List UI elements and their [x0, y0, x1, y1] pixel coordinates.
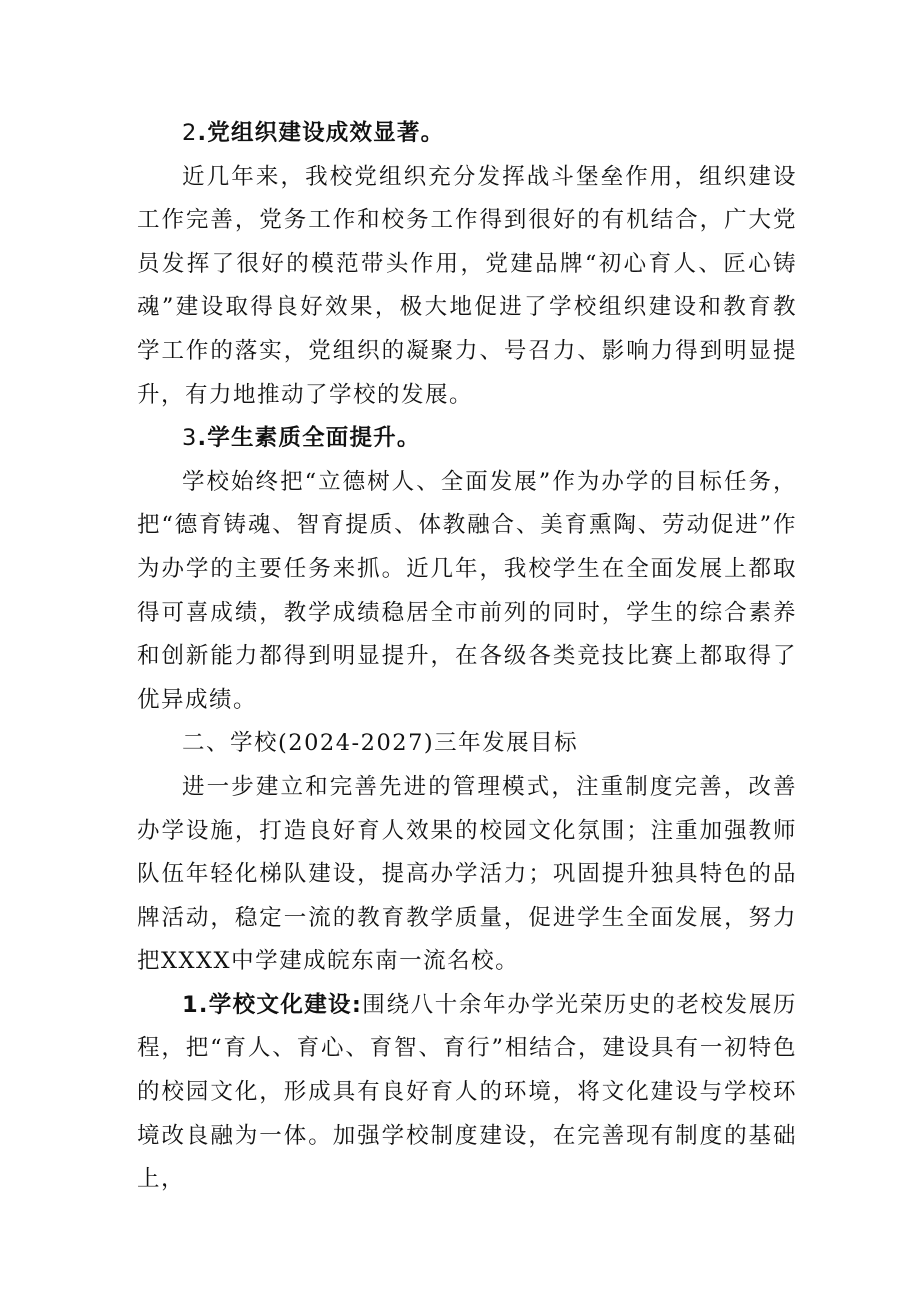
section-heading-party	[137, 112, 797, 156]
section-title: .学生素质全面提升。	[197, 425, 421, 452]
paragraph-student-quality: 学校始终把“立德树人、全面发展”作为办学的目标任务，把“德育铸魂、智育提质、体教融合、美育熏陶、劳动促进”作为办学的主要任务来抓。近几年，我校学生在全面发展上都取得可喜成绩，教学成绩稳居全市前列的同时，学生的综合素养和创新能力都得到明显提升，在各级各类竞技比赛上都取得了优异成绩。	[137, 468, 797, 713]
document-body	[137, 112, 797, 1202]
paragraph-development-goals: 进一步建立和完善先进的管理模式，注重制度完善，改善办学设施，打造良好育人效果的校园文化氛围；注重加强教师队伍年轻化梯队建设，提高办学活力；巩固提升独具特色的品牌活动，稳定一流的教育教学质量，促进学生全面发展，努力把XXXX中学建成皖东南一流名校。	[137, 773, 797, 975]
section-title: .党组织建设成效显著。	[197, 120, 445, 146]
section-number: 2	[182, 120, 198, 146]
section-heading-students	[137, 417, 797, 461]
part-two-heading: 二、学校(2024-2027)三年发展目标	[182, 730, 579, 757]
item-lead: 1.学校文化建设:	[182, 991, 363, 1018]
paragraph-culture-building	[137, 984, 797, 1202]
paragraph-party-building: 近几年来，我校党组织充分发挥战斗堡垒作用，组织建设工作完善，党务工作和校务工作得到很好的有机结合，广大党员发挥了很好的模范带头作用，党建品牌“初心育人、匠心铸魂”建设取得良好效果，极大地促进了学校组织建设和教育教学工作的落实，党组织的凝聚力、号召力、影响力得到明显提升，有力地推动了学校的发展。	[137, 163, 797, 408]
item-body: 围绕八十余年办学光荣历史的老校发展历程，把“育人、育心、育智、育行”相结合，建设具有一初特色的校园文化，形成具有良好育人的环境，将文化建设与学校环境改良融为一体。加强学校制度建设，在完善现有制度的基础上，	[137, 991, 797, 1193]
section-number: 3	[182, 425, 198, 452]
